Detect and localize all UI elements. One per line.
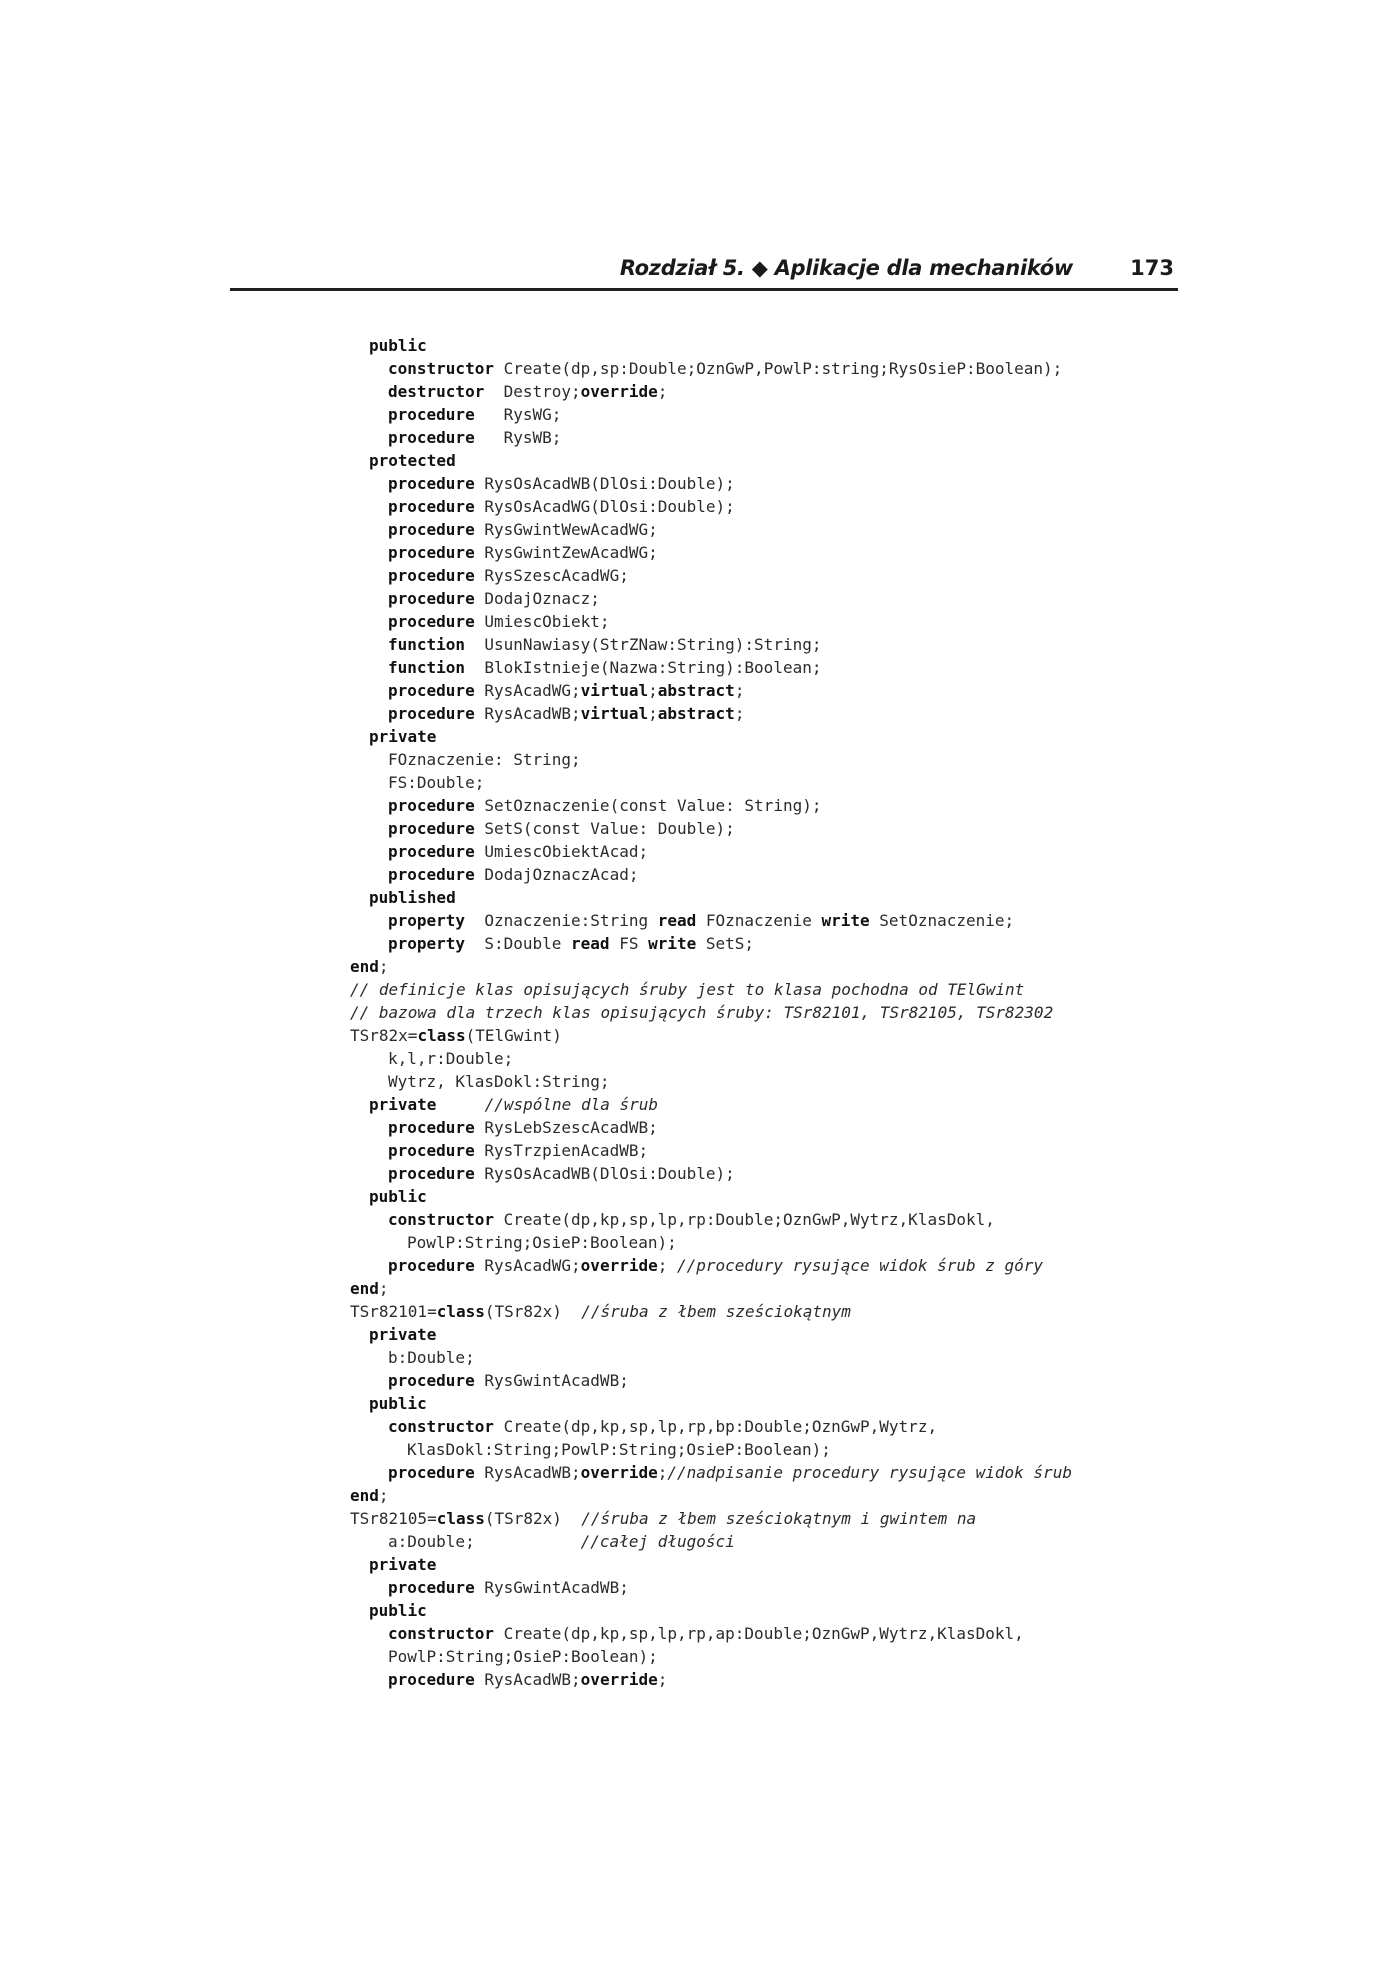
code-comment: // bazowa dla trzech klas opisujących śruby: TSr82101, TSr82105, TSr82302 (350, 1003, 1054, 1022)
code-line (350, 1231, 1110, 1254)
code-line (350, 541, 1110, 564)
code-keyword: abstract (657, 681, 735, 700)
code-text: ; (734, 681, 745, 700)
code-text (436, 1095, 484, 1114)
code-keyword: property (388, 911, 466, 930)
code-keyword: protected (369, 451, 456, 470)
code-line (350, 1461, 1110, 1484)
code-text: ; (648, 704, 658, 723)
code-keyword: procedure (388, 842, 475, 861)
code-text: TSr82x= (350, 1026, 418, 1045)
code-text: BlokIstnieje(Nazwa:String):Boolean; (465, 658, 822, 677)
code-line (350, 357, 1110, 380)
code-text: Create(dp,kp,sp,lp,rp:Double;OznGwP,Wytrz,KlasDokl, (493, 1210, 995, 1229)
code-keyword: write (648, 934, 697, 953)
code-line (350, 1668, 1110, 1691)
code-keyword: private (369, 727, 437, 746)
code-text: SetOznaczenie(const Value: String); (474, 796, 822, 815)
code-line (350, 1484, 1110, 1507)
running-header (230, 252, 1178, 292)
code-keyword: end (350, 1486, 379, 1505)
code-text: SetS; (696, 934, 755, 953)
code-line (350, 909, 1110, 932)
code-line (350, 403, 1110, 426)
code-line (350, 1507, 1110, 1530)
code-text: ; (657, 1256, 677, 1275)
code-text: RysAcadWB; (474, 1670, 581, 1689)
code-line (350, 1415, 1110, 1438)
code-text: Oznaczenie:String (465, 911, 658, 930)
code-text: RysAcadWG; (474, 1256, 581, 1275)
code-listing (350, 334, 1110, 1691)
code-keyword: override (580, 1463, 658, 1482)
code-text: UmiescObiektAcad; (474, 842, 649, 861)
code-text: RysWG; (474, 405, 562, 424)
code-keyword: constructor (388, 1417, 494, 1436)
code-line (350, 656, 1110, 679)
code-keyword: function (388, 658, 466, 677)
code-text: FOznaczenie: String; (388, 750, 581, 769)
code-keyword: procedure (388, 612, 475, 631)
code-text: RysGwintWewAcadWG; (474, 520, 658, 539)
code-line (350, 449, 1110, 472)
code-text: Wytrz, KlasDokl:String; (388, 1072, 610, 1091)
code-line (350, 1622, 1110, 1645)
code-keyword: constructor (388, 359, 494, 378)
code-keyword: override (580, 382, 658, 401)
code-text: RysSzescAcadWG; (474, 566, 629, 585)
code-keyword: procedure (388, 704, 475, 723)
code-text: FS (609, 934, 649, 953)
code-line (350, 1024, 1110, 1047)
code-line (350, 1438, 1110, 1461)
code-keyword: override (580, 1256, 658, 1275)
code-keyword: procedure (388, 1141, 475, 1160)
code-text: RysWB; (474, 428, 562, 447)
code-line (350, 564, 1110, 587)
code-keyword: procedure (388, 428, 475, 447)
code-keyword: constructor (388, 1210, 494, 1229)
code-text: ; (657, 1463, 668, 1482)
code-line (350, 1047, 1110, 1070)
code-line (350, 380, 1110, 403)
code-keyword: end (350, 1279, 379, 1298)
code-keyword: procedure (388, 566, 475, 585)
chapter-title: Rozdział 5. ◆ Aplikacje dla mechaników (619, 256, 1073, 280)
code-line (350, 1323, 1110, 1346)
code-text: KlasDokl:String;PowlP:String;OsieP:Boolean); (407, 1440, 831, 1459)
code-keyword: end (350, 957, 379, 976)
code-text: UmiescObiekt; (474, 612, 610, 631)
code-keyword: procedure (388, 405, 475, 424)
code-text: FS:Double; (388, 773, 485, 792)
code-line (350, 1185, 1110, 1208)
code-line (350, 1599, 1110, 1622)
code-line (350, 978, 1110, 1001)
code-text: a:Double; (388, 1532, 581, 1551)
code-text: k,l,r:Double; (388, 1049, 514, 1068)
code-keyword: abstract (657, 704, 735, 723)
code-line (350, 1139, 1110, 1162)
code-line (350, 1645, 1110, 1668)
code-text: ; (648, 681, 658, 700)
code-line (350, 1001, 1110, 1024)
code-line (350, 1576, 1110, 1599)
code-text: TSr82105= (350, 1509, 437, 1528)
code-comment: // definicje klas opisujących śruby jest to klasa pochodna od TElGwint (350, 980, 1025, 999)
code-line (350, 495, 1110, 518)
code-text: RysGwintZewAcadWG; (474, 543, 658, 562)
code-keyword: procedure (388, 497, 475, 516)
code-keyword: class (436, 1509, 485, 1528)
code-keyword: procedure (388, 1578, 475, 1597)
code-text: SetS(const Value: Double); (474, 819, 735, 838)
code-line (350, 1162, 1110, 1185)
code-text: RysLebSzescAcadWB; (474, 1118, 658, 1137)
code-line (350, 518, 1110, 541)
code-keyword: public (369, 1394, 427, 1413)
code-line (350, 1116, 1110, 1139)
code-line (350, 334, 1110, 357)
code-text: DodajOznaczAcad; (474, 865, 639, 884)
code-text: DodajOznacz; (474, 589, 600, 608)
code-keyword: procedure (388, 1463, 475, 1482)
code-keyword: procedure (388, 474, 475, 493)
code-keyword: read (571, 934, 610, 953)
code-text: b:Double; (388, 1348, 475, 1367)
code-line (350, 1093, 1110, 1116)
code-text: RysAcadWB; (474, 1463, 581, 1482)
page-number: 173 (1130, 256, 1174, 280)
code-line (350, 1300, 1110, 1323)
code-keyword: constructor (388, 1624, 494, 1643)
code-text: Create(dp,kp,sp,lp,rp,ap:Double;OznGwP,Wytrz,KlasDokl, (493, 1624, 1024, 1643)
code-text: SetOznaczenie; (869, 911, 1015, 930)
code-text: (TSr82x) (484, 1302, 582, 1321)
code-text: RysGwintAcadWB; (474, 1578, 629, 1597)
code-line (350, 587, 1110, 610)
code-keyword: virtual (580, 704, 649, 723)
code-text: RysOsAcadWB(DlOsi:Double); (474, 474, 735, 493)
header-rule (230, 288, 1178, 291)
code-keyword: write (821, 911, 870, 930)
code-line (350, 633, 1110, 656)
code-line (350, 610, 1110, 633)
code-keyword: virtual (580, 681, 649, 700)
code-keyword: procedure (388, 589, 475, 608)
code-keyword: class (417, 1026, 466, 1045)
code-text: UsunNawiasy(StrZNaw:String):String; (465, 635, 822, 654)
code-text: TSr82101= (350, 1302, 437, 1321)
code-keyword: procedure (388, 1118, 475, 1137)
code-line (350, 1346, 1110, 1369)
code-line (350, 771, 1110, 794)
code-keyword: procedure (388, 796, 475, 815)
code-comment: //całej długości (580, 1532, 735, 1551)
code-text: ; (378, 957, 389, 976)
code-line (350, 1070, 1110, 1093)
code-line (350, 725, 1110, 748)
code-keyword: procedure (388, 1670, 475, 1689)
code-text: (TSr82x) (484, 1509, 582, 1528)
code-keyword: procedure (388, 819, 475, 838)
code-line (350, 794, 1110, 817)
code-keyword: procedure (388, 1256, 475, 1275)
code-keyword: property (388, 934, 466, 953)
code-text: FOznaczenie (696, 911, 822, 930)
code-line (350, 886, 1110, 909)
code-line (350, 702, 1110, 725)
code-keyword: class (436, 1302, 485, 1321)
code-line (350, 1392, 1110, 1415)
code-keyword: public (369, 1601, 427, 1620)
code-line (350, 955, 1110, 978)
code-comment: //śruba z łbem sześciokątnym (581, 1302, 851, 1321)
code-keyword: procedure (388, 865, 475, 884)
code-line (350, 1553, 1110, 1576)
code-keyword: destructor (388, 382, 485, 401)
code-keyword: function (388, 635, 466, 654)
code-text: PowlP:String;OsieP:Boolean); (388, 1647, 658, 1666)
code-keyword: public (369, 1187, 427, 1206)
code-keyword: read (657, 911, 697, 930)
code-text: RysOsAcadWG(DlOsi:Double); (474, 497, 735, 516)
code-text: (TElGwint) (465, 1026, 562, 1045)
code-line (350, 748, 1110, 771)
code-text: RysOsAcadWB(DlOsi:Double); (474, 1164, 735, 1183)
code-keyword: procedure (388, 1164, 475, 1183)
code-line (350, 472, 1110, 495)
code-line (350, 1277, 1110, 1300)
code-text: ; (657, 1670, 668, 1689)
code-keyword: published (369, 888, 456, 907)
code-line (350, 932, 1110, 955)
code-keyword: procedure (388, 520, 475, 539)
code-keyword: procedure (388, 543, 475, 562)
code-text: ; (378, 1279, 389, 1298)
code-keyword: procedure (388, 681, 475, 700)
code-keyword: public (369, 336, 427, 355)
code-text: Destroy; (484, 382, 581, 401)
code-comment: //śruba z łbem sześciokątnym i gwintem na (581, 1509, 977, 1528)
code-comment: //wspólne dla śrub (484, 1095, 658, 1114)
code-text: RysAcadWB; (474, 704, 581, 723)
code-line (350, 1369, 1110, 1392)
code-line (350, 817, 1110, 840)
code-text: Create(dp,sp:Double;OznGwP,PowlP:string;RysOsieP:Boolean); (493, 359, 1063, 378)
code-text: PowlP:String;OsieP:Boolean); (407, 1233, 677, 1252)
code-text: Create(dp,kp,sp,lp,rp,bp:Double;OznGwP,Wytrz, (493, 1417, 938, 1436)
code-line (350, 1208, 1110, 1231)
code-text: ; (734, 704, 745, 723)
code-line (350, 1530, 1110, 1553)
code-text: RysTrzpienAcadWB; (474, 1141, 649, 1160)
code-text: RysGwintAcadWB; (474, 1371, 629, 1390)
code-line (350, 426, 1110, 449)
code-text: ; (657, 382, 668, 401)
code-keyword: procedure (388, 1371, 475, 1390)
code-keyword: private (369, 1325, 437, 1344)
code-comment: //procedury rysujące widok śrub z góry (677, 1256, 1044, 1275)
code-line (350, 679, 1110, 702)
code-line (350, 863, 1110, 886)
code-text: S:Double (465, 934, 572, 953)
code-keyword: private (369, 1555, 437, 1574)
code-text: RysAcadWG; (474, 681, 581, 700)
code-keyword: override (580, 1670, 658, 1689)
code-line (350, 840, 1110, 863)
code-comment: //nadpisanie procedury rysujące widok śrub (667, 1463, 1072, 1482)
code-text: ; (378, 1486, 389, 1505)
code-keyword: private (369, 1095, 437, 1114)
code-line (350, 1254, 1110, 1277)
